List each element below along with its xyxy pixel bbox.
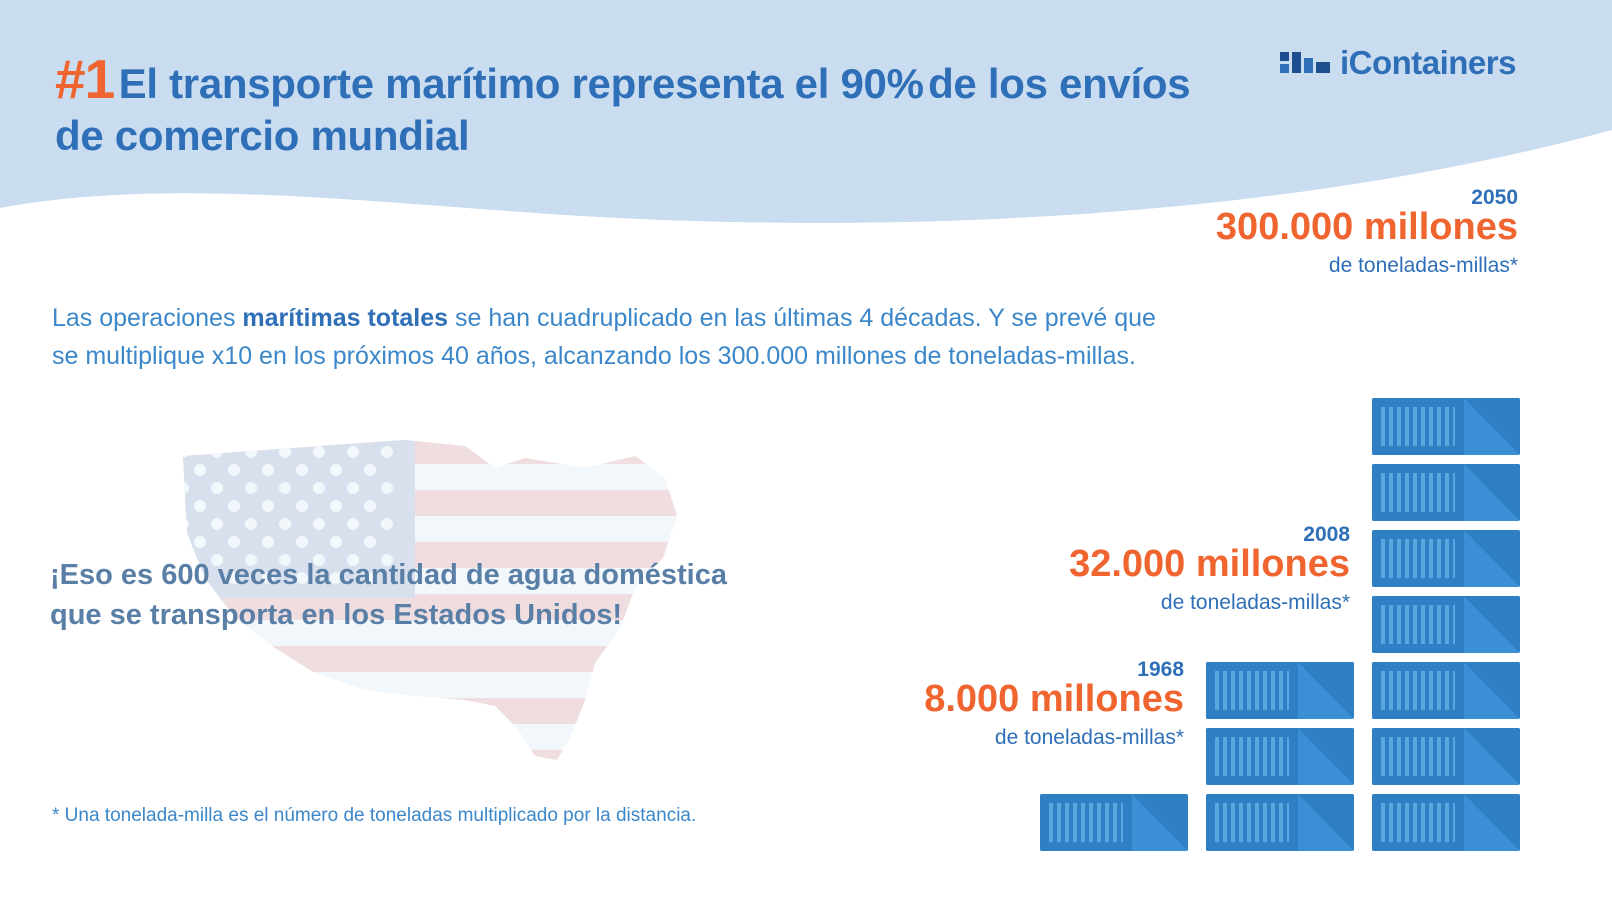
shipping-container-icon bbox=[1206, 794, 1354, 851]
chart-label-year-1968: 1968 bbox=[1137, 658, 1184, 681]
chart-unit-2050: de toneladas-millas* bbox=[1328, 254, 1518, 277]
logo-mark-icon bbox=[1280, 48, 1332, 78]
shipping-container-icon bbox=[1372, 662, 1520, 719]
shipping-container-icon bbox=[1040, 794, 1188, 851]
chart-column-2008 bbox=[1206, 662, 1356, 860]
paragraph-part-2: se han cuadruplicado en las últimas 4 décadas. Y se prevé que se multiplique x10 en los próximos 40 años, alcanzando los 300.000 millones de toneladas-millas. bbox=[52, 304, 1156, 370]
footnote: * Una tonelada-milla es el número de toneladas multiplicado por la distancia. bbox=[52, 805, 697, 826]
intro-paragraph bbox=[52, 300, 1182, 375]
chart-column-1968 bbox=[1040, 794, 1190, 860]
shipping-container-icon bbox=[1206, 662, 1354, 719]
highlight-statement bbox=[50, 555, 950, 635]
highlight-line-1: ¡Eso es 600 veces la cantidad de agua doméstica bbox=[50, 559, 727, 591]
title-number: #1 bbox=[55, 48, 115, 110]
logo-text: iContainers bbox=[1339, 44, 1516, 81]
paragraph-bold-phrase: marítimas totales bbox=[242, 304, 449, 332]
shipping-container-icon bbox=[1372, 794, 1520, 851]
chart-label-year-2050: 2050 bbox=[1471, 186, 1518, 209]
chart-unit-1968: de toneladas-millas* bbox=[994, 726, 1184, 749]
chart-value-2050: 300.000 millones bbox=[1215, 206, 1518, 248]
page-title bbox=[55, 48, 1235, 161]
chart-value-1968: 8.000 millones bbox=[924, 678, 1184, 720]
shipping-container-icon bbox=[1372, 530, 1520, 587]
title-line-1: El transporte marítimo representa el 90% bbox=[118, 60, 924, 107]
chart-label-year-2008: 2008 bbox=[1303, 523, 1350, 546]
shipping-container-icon bbox=[1372, 596, 1520, 653]
chart-column-2050 bbox=[1372, 398, 1522, 860]
highlight-line-2: que se transporta en los Estados Unidos! bbox=[50, 599, 623, 632]
shipping-container-icon bbox=[1372, 398, 1520, 455]
shipping-container-icon bbox=[1206, 728, 1354, 785]
brand-logo bbox=[1280, 44, 1516, 82]
title-line-2: de los envíos de comercio mundial bbox=[55, 60, 1191, 159]
container-bar-chart bbox=[924, 180, 1580, 860]
paragraph-part-1: Las operaciones bbox=[52, 304, 243, 332]
chart-unit-2008: de toneladas-millas* bbox=[1160, 591, 1350, 614]
shipping-container-icon bbox=[1372, 464, 1520, 521]
shipping-container-icon bbox=[1372, 728, 1520, 785]
chart-value-2008: 32.000 millones bbox=[1069, 543, 1350, 585]
